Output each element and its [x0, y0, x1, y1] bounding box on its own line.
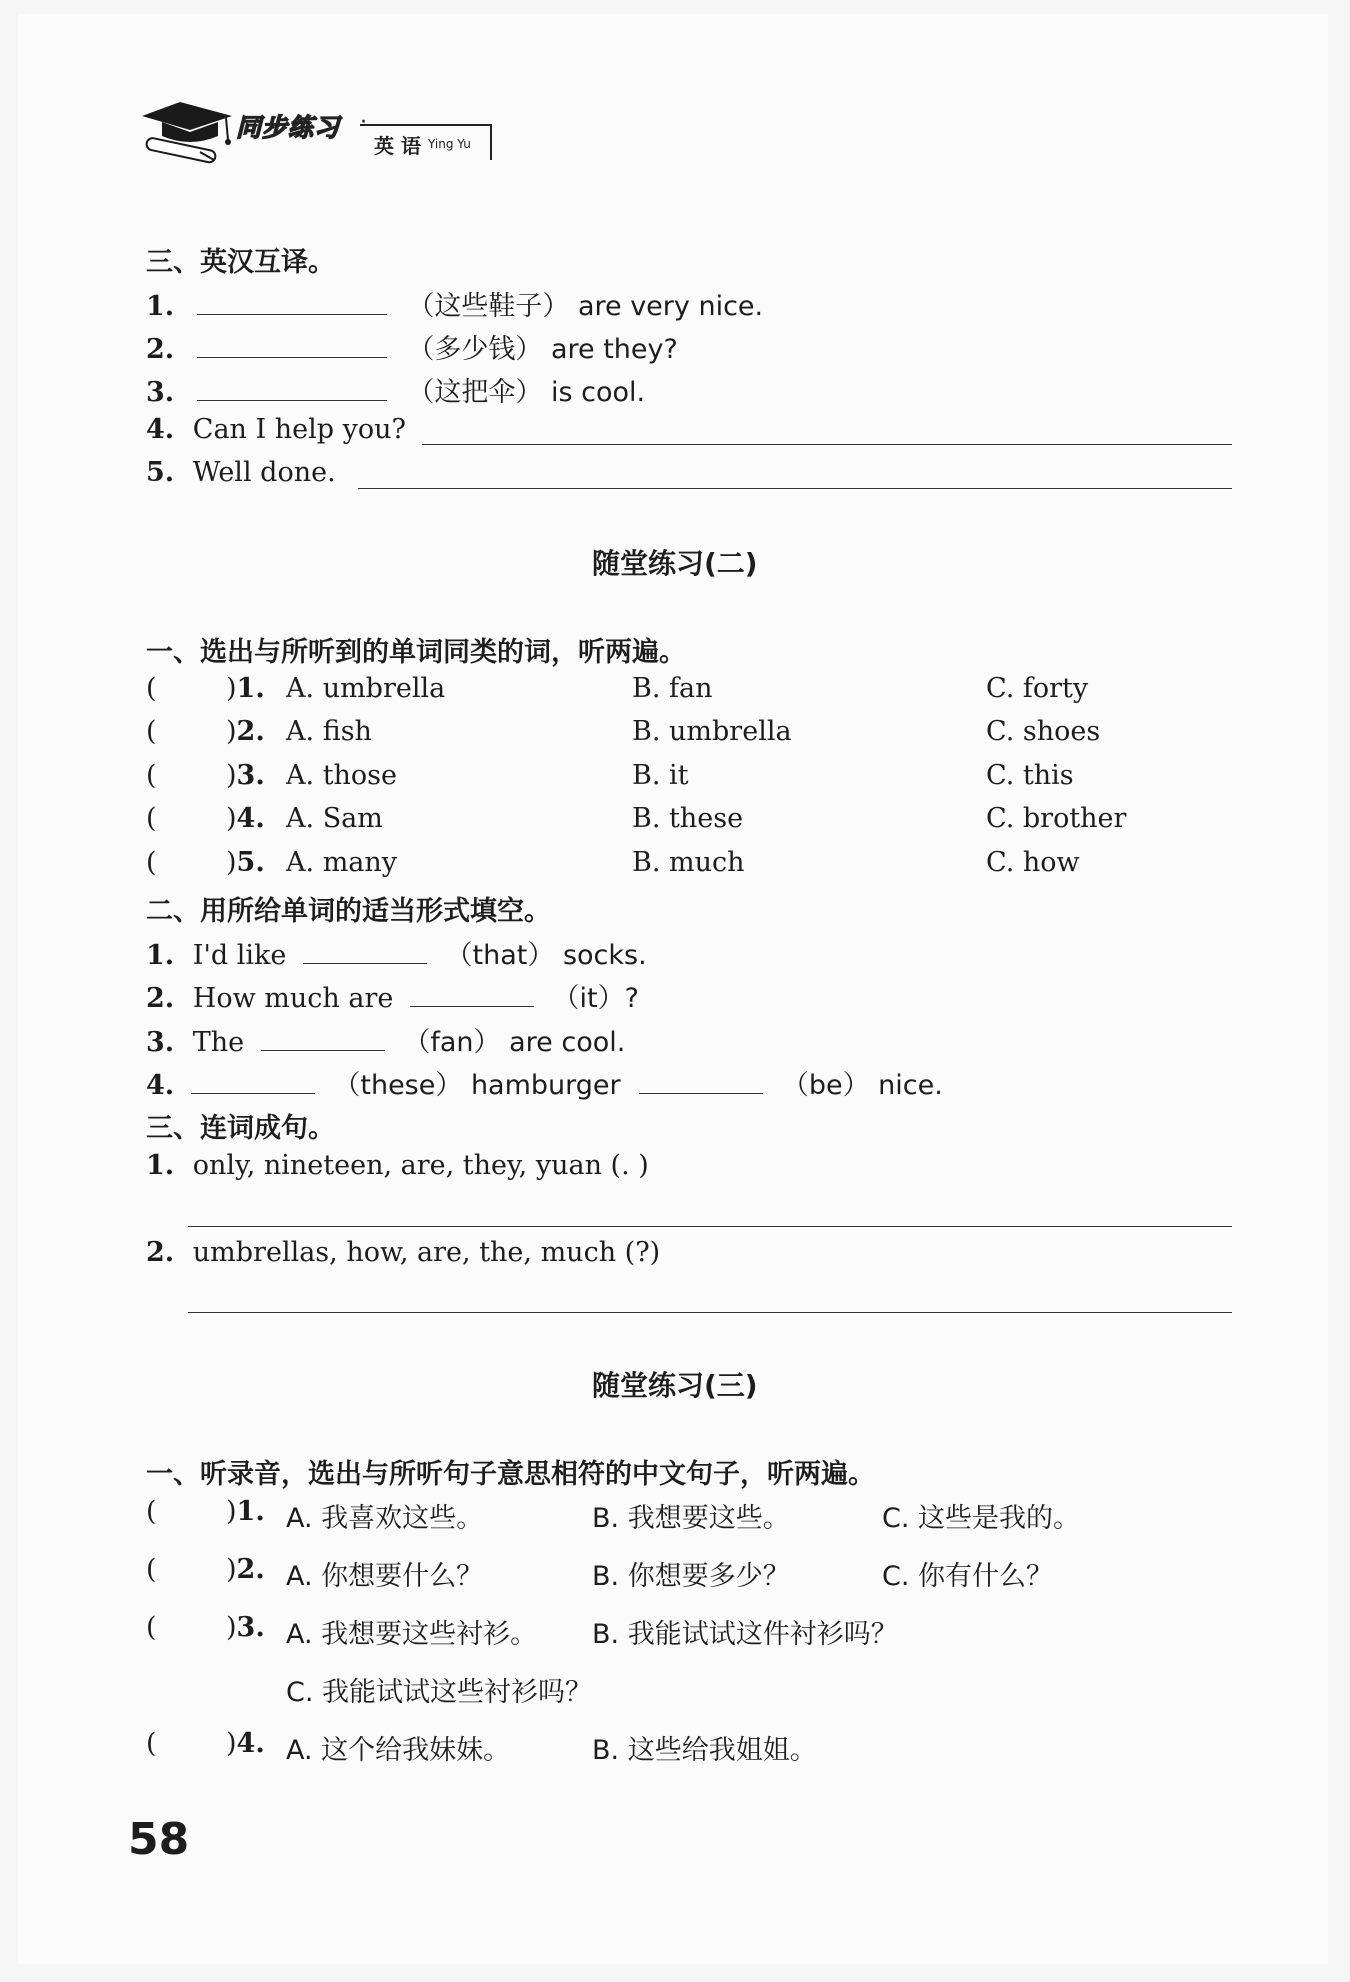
- option-b[interactable]: B. 我想要这些。: [592, 1503, 790, 1534]
- item-text: I'd like: [192, 940, 287, 971]
- fill-item: [146, 933, 647, 972]
- answer-blank[interactable]: [639, 1067, 763, 1094]
- translation-item: [146, 327, 678, 366]
- item-text: only, nineteen, are, they, yuan (. ): [192, 1150, 649, 1181]
- reorder-item: [146, 1237, 660, 1268]
- item-number: 5.: [146, 457, 175, 488]
- answer-blank[interactable]: [261, 1024, 385, 1051]
- option-b[interactable]: B. much: [632, 847, 745, 878]
- section-heading: 一、选出与所听到的单词同类的词，听两遍。: [146, 637, 686, 668]
- translation-item: [146, 457, 336, 488]
- item-text: （it）?: [552, 983, 639, 1014]
- option-a[interactable]: A. 我喜欢这些。: [286, 1503, 484, 1534]
- item-number: 4.: [146, 1070, 175, 1101]
- item-text: （be） nice.: [781, 1070, 943, 1101]
- translation-item: [146, 370, 645, 409]
- fill-item: [146, 1063, 943, 1102]
- option-a[interactable]: A. those: [286, 760, 398, 791]
- item-number: 1.: [146, 291, 175, 322]
- section-heading: 三、英汉互译。: [146, 247, 335, 278]
- answer-blank[interactable]: [197, 331, 387, 358]
- item-number: 2.: [146, 1237, 175, 1268]
- answer-blank[interactable]: [303, 937, 427, 964]
- item-number: 1.: [146, 940, 175, 971]
- item-text: Well done.: [192, 457, 336, 488]
- answer-paren[interactable]: (: [146, 803, 157, 834]
- option-c[interactable]: C. how: [986, 847, 1080, 878]
- answer-paren[interactable]: (: [146, 673, 157, 704]
- practice-title: 随堂练习(三): [592, 1369, 758, 1402]
- option-c[interactable]: C. forty: [986, 673, 1089, 704]
- answer-line[interactable]: [188, 1312, 1232, 1313]
- item-text: （多少钱） are they?: [407, 334, 678, 365]
- answer-paren[interactable]: (: [146, 760, 157, 791]
- book-header: [140, 96, 500, 172]
- option-b[interactable]: B. 你想要多少？: [592, 1561, 790, 1592]
- graduation-cap-icon: [140, 96, 240, 166]
- choice-row-number: )4.: [226, 1728, 265, 1759]
- subject-pinyin: Ying Yu: [428, 137, 471, 151]
- answer-blank[interactable]: [197, 288, 387, 315]
- brand-separator: ·: [360, 110, 367, 135]
- answer-paren[interactable]: (: [146, 1728, 157, 1759]
- answer-paren[interactable]: (: [146, 1612, 157, 1643]
- answer-line[interactable]: [358, 488, 1232, 489]
- choice-row: [146, 760, 157, 791]
- option-a[interactable]: A. 我想要这些衬衫。: [286, 1619, 538, 1650]
- choice-row-number: )5.: [226, 847, 265, 878]
- option-a[interactable]: A. Sam: [286, 803, 383, 834]
- option-a[interactable]: A. 你想要什么？: [286, 1561, 484, 1592]
- option-c[interactable]: C. this: [986, 760, 1074, 791]
- fill-item: [146, 976, 639, 1015]
- item-text: （that） socks.: [445, 940, 647, 971]
- choice-row-number: )2.: [226, 1554, 265, 1585]
- option-b[interactable]: B. 我能试试这件衬衫吗？: [592, 1619, 898, 1650]
- item-number: 3.: [146, 1027, 175, 1058]
- item-text: （这把伞） is cool.: [407, 377, 646, 408]
- option-b[interactable]: B. it: [632, 760, 689, 791]
- choice-row: [146, 1496, 157, 1527]
- choice-row: [146, 803, 157, 834]
- item-text: （这些鞋子） are very nice.: [407, 291, 764, 322]
- option-b[interactable]: B. these: [632, 803, 744, 834]
- section-heading: 二、用所给单词的适当形式填空。: [146, 896, 551, 927]
- choice-row-number: )1.: [226, 673, 265, 704]
- option-c[interactable]: C. shoes: [986, 716, 1101, 747]
- answer-blank[interactable]: [410, 980, 534, 1007]
- choice-row-number: )3.: [226, 1612, 265, 1643]
- choice-row: [146, 1554, 157, 1585]
- option-a[interactable]: A. fish: [286, 716, 372, 747]
- item-number: 4.: [146, 414, 175, 445]
- option-c[interactable]: C. 你有什么？: [882, 1561, 1054, 1592]
- item-text: The: [192, 1027, 245, 1058]
- answer-paren[interactable]: (: [146, 716, 157, 747]
- answer-line[interactable]: [188, 1226, 1232, 1227]
- item-text: umbrellas, how, are, the, much (?): [192, 1237, 661, 1268]
- choice-row: [146, 847, 157, 878]
- item-number: 3.: [146, 377, 175, 408]
- option-c[interactable]: C. 我能试试这些衬衫吗？: [286, 1677, 593, 1708]
- reorder-item: [146, 1150, 649, 1181]
- answer-paren[interactable]: (: [146, 1496, 157, 1527]
- choice-row: [146, 1728, 157, 1759]
- subject-chinese: 英 语: [374, 134, 421, 158]
- item-number: 1.: [146, 1150, 175, 1181]
- answer-blank[interactable]: [191, 1067, 315, 1094]
- answer-blank[interactable]: [197, 374, 387, 401]
- page-number: 58: [128, 1814, 190, 1865]
- option-c[interactable]: C. 这些是我的。: [882, 1503, 1081, 1534]
- item-text: （these） hamburger: [333, 1070, 621, 1101]
- item-number: 2.: [146, 334, 175, 365]
- choice-row-number: )3.: [226, 760, 265, 791]
- choice-row-number: )2.: [226, 716, 265, 747]
- translation-item: [146, 414, 406, 445]
- answer-paren[interactable]: (: [146, 1554, 157, 1585]
- option-b[interactable]: B. fan: [632, 673, 713, 704]
- item-text: How much are: [192, 983, 394, 1014]
- option-b[interactable]: B. umbrella: [632, 716, 792, 747]
- fill-item: [146, 1020, 625, 1059]
- item-text: （fan） are cool.: [403, 1027, 626, 1058]
- choice-row-number: )1.: [226, 1496, 265, 1527]
- choice-row: [146, 1612, 157, 1643]
- item-text: Can I help you?: [192, 414, 406, 445]
- option-a[interactable]: A. many: [286, 847, 398, 878]
- subject-box: [360, 124, 492, 160]
- series-brand: 同步练习: [236, 113, 341, 142]
- option-c[interactable]: C. brother: [986, 803, 1127, 834]
- section-heading: 三、连词成句。: [146, 1113, 335, 1144]
- practice-title: 随堂练习(二): [592, 547, 758, 580]
- choice-row-number: )4.: [226, 803, 265, 834]
- item-number: 2.: [146, 983, 175, 1014]
- option-a[interactable]: A. umbrella: [286, 673, 446, 704]
- option-a[interactable]: A. 这个给我妹妹。: [286, 1735, 511, 1766]
- choice-row: [146, 673, 157, 704]
- section-heading: 一、听录音，选出与所听句子意思相符的中文句子，听两遍。: [146, 1459, 875, 1490]
- option-b[interactable]: B. 这些给我姐姐。: [592, 1735, 817, 1766]
- translation-item: [146, 284, 763, 323]
- choice-row: [146, 716, 157, 747]
- answer-paren[interactable]: (: [146, 847, 157, 878]
- answer-line[interactable]: [422, 444, 1232, 445]
